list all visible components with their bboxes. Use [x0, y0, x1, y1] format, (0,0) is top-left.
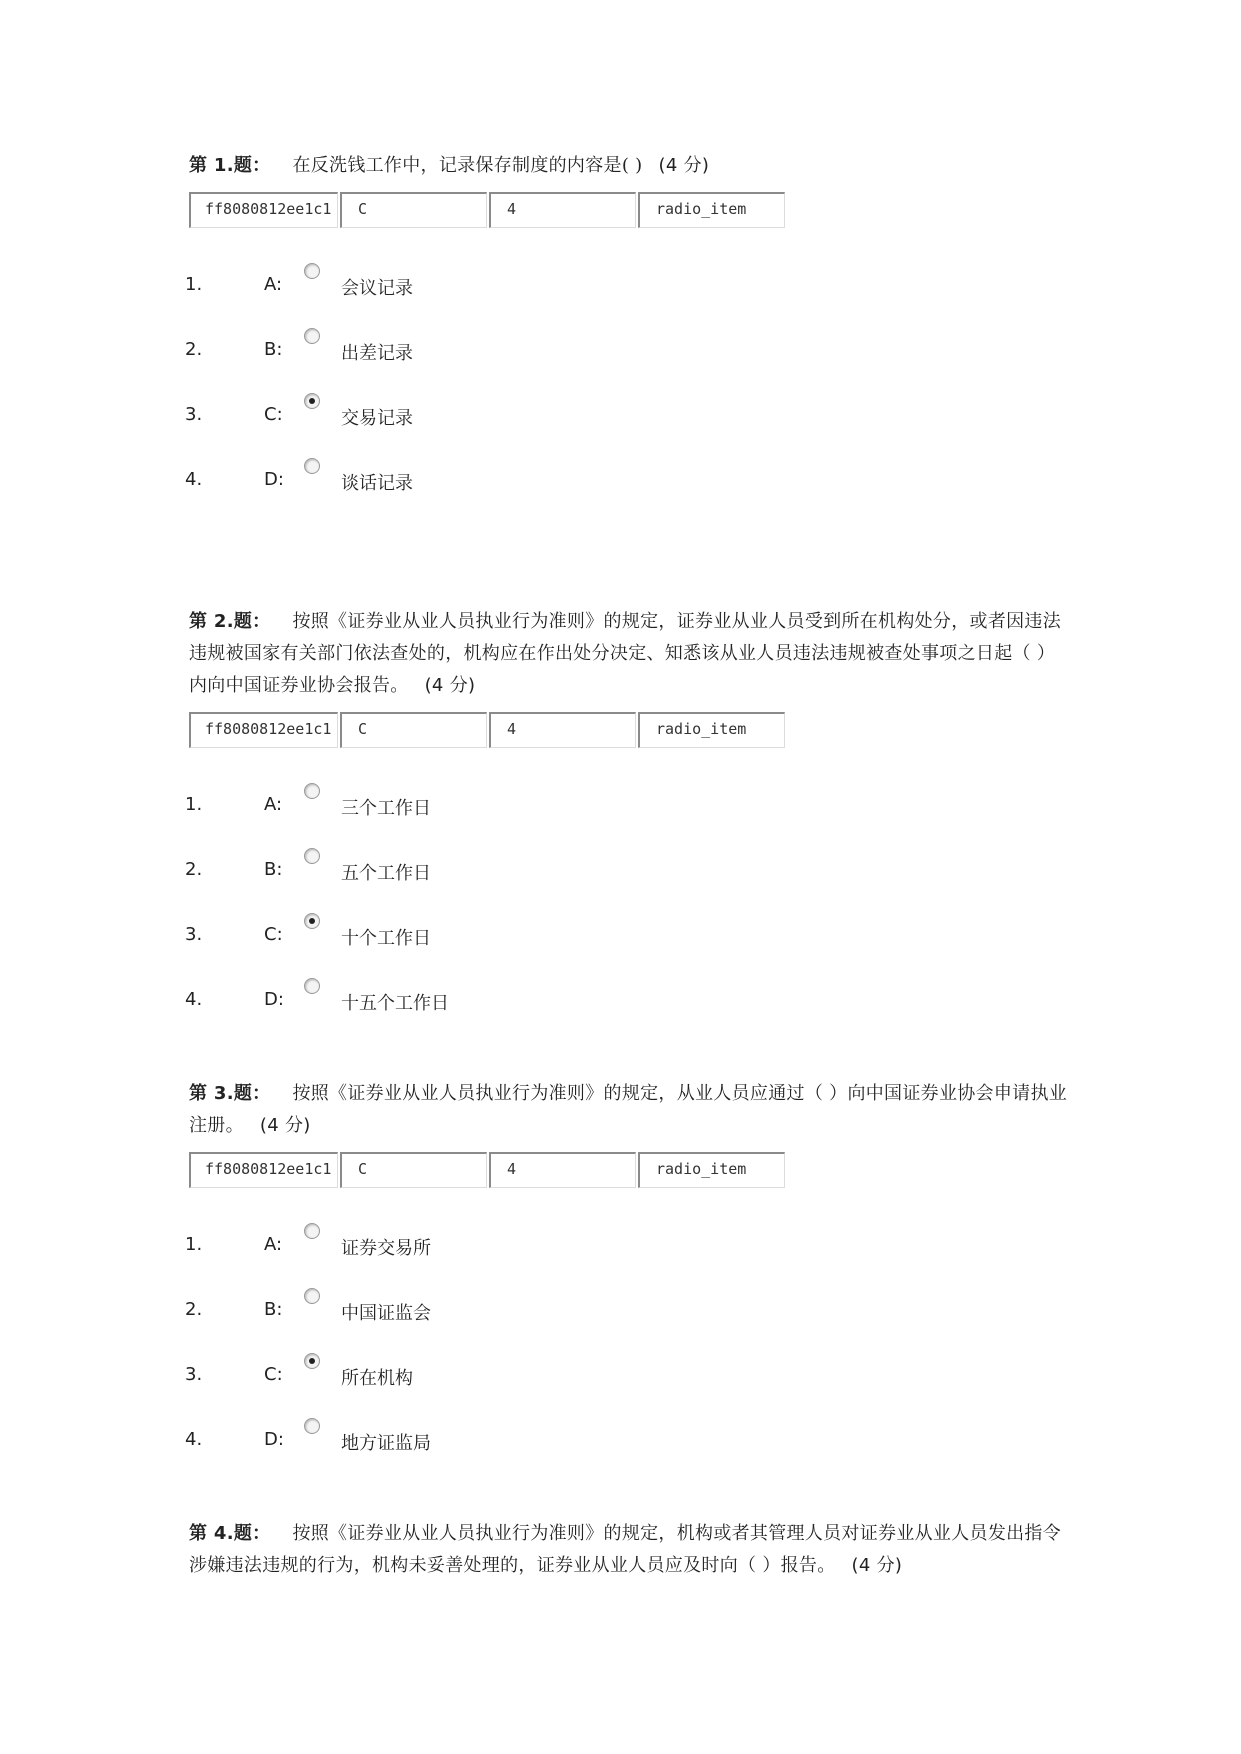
option-number: 1. [185, 274, 203, 295]
option-number: 1. [185, 1234, 203, 1255]
question-text: 在反洗钱工作中，记录保存制度的内容是( ) [292, 155, 643, 176]
question-id-field[interactable]: ff8080812ee1c1 [189, 192, 338, 228]
option-number: 2. [185, 339, 203, 360]
radio-button-selected[interactable] [304, 393, 320, 409]
question-4 [189, 1518, 1069, 1582]
option-letter: C: [264, 404, 283, 425]
type-field[interactable]: radio_item [638, 712, 785, 748]
option-text: 所在机构 [341, 1368, 413, 1389]
option-letter: B: [264, 859, 283, 880]
type-field[interactable]: radio_item [638, 1152, 785, 1188]
question-header [189, 150, 1069, 182]
question-text: 按照《证券业从业人员执业行为准则》的规定，从业人员应通过（ ）向中国证券业协会申请执业注册。 [189, 1083, 1068, 1136]
option-list [185, 1210, 1069, 1470]
question-header [189, 1078, 1069, 1142]
answer-field[interactable]: C [340, 192, 487, 228]
question-score: (4 分) [851, 1555, 903, 1576]
question-header [189, 606, 1069, 702]
option-letter: D: [264, 469, 284, 490]
question-1 [185, 150, 1069, 510]
option-c [185, 900, 1069, 965]
question-score: (4 分) [259, 1115, 311, 1136]
option-letter: A: [264, 274, 283, 295]
option-a [185, 1210, 1069, 1275]
question-id-field[interactable]: ff8080812ee1c1 [189, 712, 338, 748]
option-text: 五个工作日 [341, 863, 431, 884]
option-letter: C: [264, 1364, 283, 1385]
radio-button[interactable] [304, 848, 320, 864]
question-id-field[interactable]: ff8080812ee1c1 [189, 1152, 338, 1188]
radio-button[interactable] [304, 328, 320, 344]
option-text: 地方证监局 [341, 1433, 431, 1454]
answer-fields [189, 1152, 1069, 1188]
question-score: (4 分) [424, 675, 476, 696]
score-field[interactable]: 4 [489, 1152, 636, 1188]
question-3 [185, 1078, 1069, 1470]
option-number: 4. [185, 1429, 203, 1450]
option-d [185, 445, 1069, 510]
option-letter: B: [264, 1299, 283, 1320]
answer-field[interactable]: C [340, 712, 487, 748]
option-text: 三个工作日 [341, 798, 431, 819]
option-b [185, 835, 1069, 900]
option-letter: C: [264, 924, 283, 945]
question-number: 第 2.题： [189, 611, 271, 632]
answer-field[interactable]: C [340, 1152, 487, 1188]
question-text: 按照《证券业从业人员执业行为准则》的规定，机构或者其管理人员对证券业从业人员发出指令涉嫌违法违规的行为，机构未妥善处理的，证券业从业人员应及时向（ ）报告。 [189, 1523, 1062, 1576]
option-list [185, 250, 1069, 510]
option-number: 2. [185, 1299, 203, 1320]
option-letter: A: [264, 794, 283, 815]
option-number: 2. [185, 859, 203, 880]
answer-fields [189, 712, 1069, 748]
radio-button[interactable] [304, 1288, 320, 1304]
radio-button[interactable] [304, 1223, 320, 1239]
option-number: 3. [185, 404, 203, 425]
option-number: 1. [185, 794, 203, 815]
option-list [185, 770, 1069, 1030]
score-field[interactable]: 4 [489, 192, 636, 228]
question-number: 第 3.题： [189, 1083, 271, 1104]
option-number: 3. [185, 924, 203, 945]
radio-button-selected[interactable] [304, 913, 320, 929]
option-letter: A: [264, 1234, 283, 1255]
option-number: 3. [185, 1364, 203, 1385]
question-number: 第 1.题： [189, 155, 271, 176]
option-letter: B: [264, 339, 283, 360]
option-c [185, 1340, 1069, 1405]
option-text: 十五个工作日 [341, 993, 449, 1014]
option-number: 4. [185, 469, 203, 490]
type-field[interactable]: radio_item [638, 192, 785, 228]
option-number: 4. [185, 989, 203, 1010]
option-text: 交易记录 [341, 408, 413, 429]
option-text: 证券交易所 [341, 1238, 431, 1259]
question-score: (4 分) [658, 155, 710, 176]
option-d [185, 1405, 1069, 1470]
radio-button[interactable] [304, 1418, 320, 1434]
option-text: 中国证监会 [341, 1303, 431, 1324]
option-c [185, 380, 1069, 445]
option-text: 出差记录 [341, 343, 413, 364]
radio-button[interactable] [304, 263, 320, 279]
question-header [189, 1518, 1069, 1582]
question-2 [185, 606, 1069, 1030]
option-text: 十个工作日 [341, 928, 431, 949]
question-number: 第 4.题： [189, 1523, 271, 1544]
question-text: 按照《证券业从业人员执业行为准则》的规定，证券业从业人员受到所在机构处分，或者因违法违规被国家有关部门依法查处的，机构应在作出处分决定、知悉该从业人员违法违规被查处事项之日起（ ）内向中国证券业协会报告。 [189, 611, 1062, 696]
score-field[interactable]: 4 [489, 712, 636, 748]
option-letter: D: [264, 1429, 284, 1450]
radio-button[interactable] [304, 978, 320, 994]
option-a [185, 250, 1069, 315]
option-d [185, 965, 1069, 1030]
option-b [185, 315, 1069, 380]
option-letter: D: [264, 989, 284, 1010]
radio-button-selected[interactable] [304, 1353, 320, 1369]
option-a [185, 770, 1069, 835]
option-text: 谈话记录 [341, 473, 413, 494]
option-b [185, 1275, 1069, 1340]
answer-fields [189, 192, 1069, 228]
radio-button[interactable] [304, 458, 320, 474]
option-text: 会议记录 [341, 278, 413, 299]
radio-button[interactable] [304, 783, 320, 799]
